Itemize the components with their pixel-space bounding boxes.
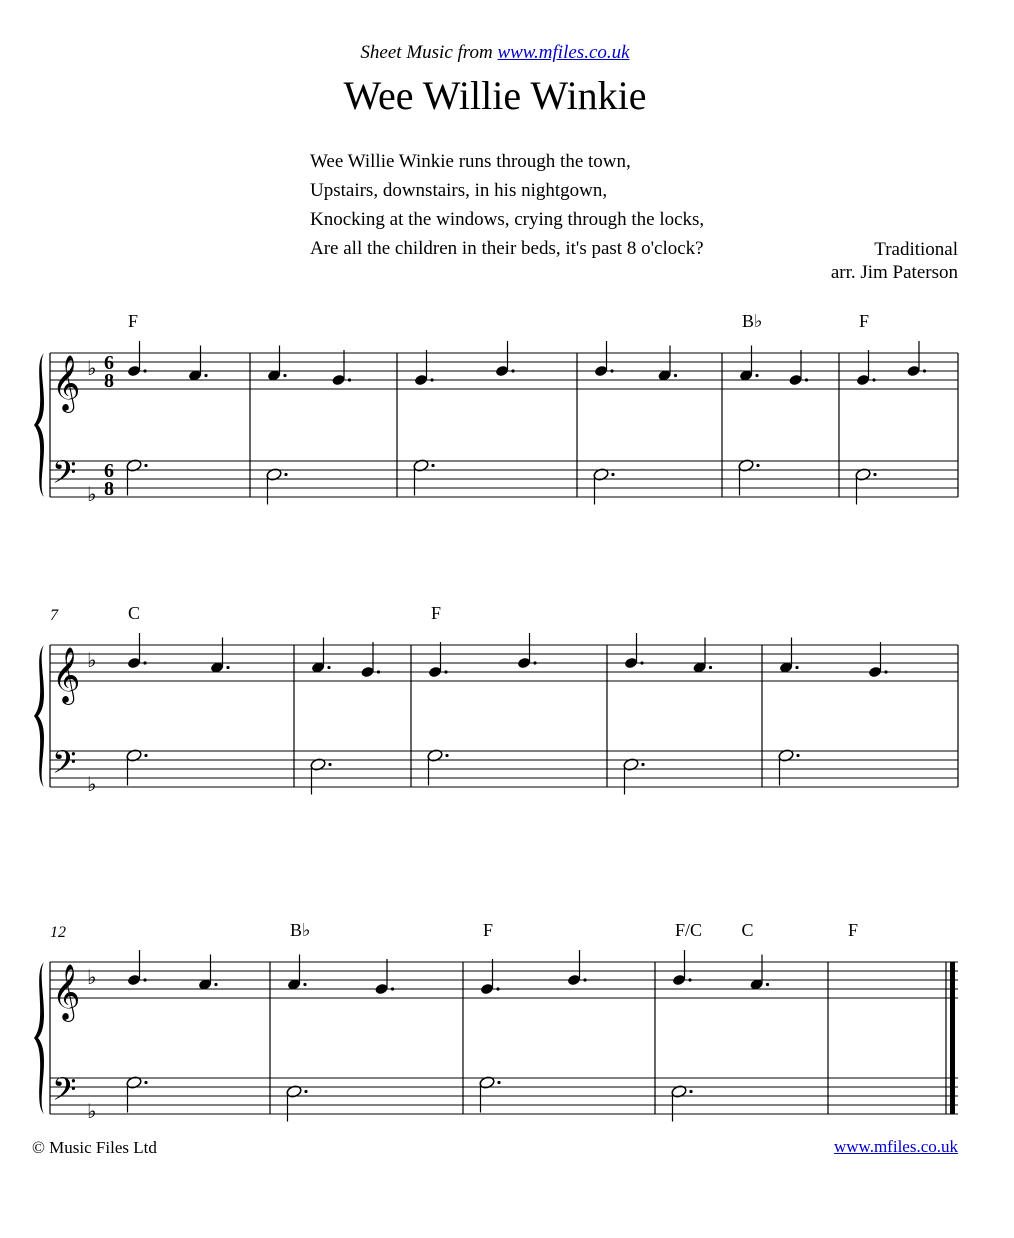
brace — [34, 962, 44, 1114]
note-dot — [496, 987, 499, 990]
note-dot — [873, 473, 876, 476]
lyrics-line: Knocking at the windows, crying through the locks, — [310, 209, 705, 230]
chord-symbol: F — [483, 920, 494, 940]
time-signature-bottom: 8 — [104, 478, 114, 500]
treble-clef: 𝄞 — [52, 966, 81, 1019]
chord-symbol: F/C — [675, 920, 703, 940]
note-dot — [430, 378, 433, 381]
chord-symbol: C — [128, 603, 141, 623]
note-dot — [689, 1090, 692, 1093]
note-dot — [144, 464, 147, 467]
note-dot — [766, 983, 769, 986]
note-dot — [144, 1081, 147, 1084]
brace — [34, 353, 44, 497]
key-signature-flat: ♭ — [87, 358, 97, 380]
note-dot — [445, 754, 448, 757]
source-prefix: Sheet Music from — [360, 42, 498, 63]
note-dot — [431, 464, 434, 467]
composer: Traditional — [874, 239, 958, 260]
final-barline-thick — [950, 962, 955, 1114]
note-dot — [756, 464, 759, 467]
lyrics-line: Wee Willie Winkie runs through the town, — [310, 151, 631, 172]
time-signature-top: 6 — [104, 352, 114, 374]
note-dot — [640, 661, 643, 664]
bass-clef: 𝄢 — [52, 1073, 77, 1115]
note-dot — [214, 983, 217, 986]
measure-number: 12 — [50, 924, 66, 941]
source-link[interactable]: www.mfiles.co.uk — [497, 42, 630, 63]
note-dot — [327, 666, 330, 669]
note-dot — [923, 369, 926, 372]
arranger: arr. Jim Paterson — [830, 262, 958, 283]
note-dot — [511, 369, 514, 372]
time-signature-bottom: 8 — [104, 370, 114, 392]
note-dot — [377, 670, 380, 673]
key-signature-flat: ♭ — [87, 774, 97, 796]
note-dot — [328, 763, 331, 766]
chord-symbol: B♭ — [742, 311, 763, 331]
chord-symbol: F — [848, 920, 859, 940]
key-signature-flat: ♭ — [87, 650, 97, 672]
time-signature-top: 6 — [104, 460, 114, 482]
chord-symbol: F — [859, 311, 870, 331]
note-dot — [143, 369, 146, 372]
note-dot — [143, 978, 146, 981]
note-dot — [143, 661, 146, 664]
chord-symbol: F — [128, 311, 139, 331]
key-signature-flat: ♭ — [87, 484, 97, 506]
brace — [34, 645, 44, 787]
note-dot — [884, 670, 887, 673]
chord-symbol: F — [431, 603, 442, 623]
note-dot — [533, 661, 536, 664]
note-dot — [805, 378, 808, 381]
note-dot — [641, 763, 644, 766]
note-dot — [497, 1081, 500, 1084]
measure-number: 7 — [50, 607, 58, 624]
note-dot — [755, 374, 758, 377]
bass-clef: 𝄢 — [52, 746, 77, 788]
page-title: Wee Willie Winkie — [343, 73, 647, 118]
lyrics-line: Upstairs, downstairs, in his nightgown, — [310, 180, 608, 201]
note-dot — [283, 374, 286, 377]
note-dot — [872, 378, 875, 381]
note-dot — [709, 666, 712, 669]
note-dot — [144, 754, 147, 757]
note-dot — [611, 473, 614, 476]
treble-clef: 𝄞 — [52, 357, 81, 410]
note-dot — [796, 754, 799, 757]
note-dot — [348, 378, 351, 381]
key-signature-flat: ♭ — [87, 967, 97, 989]
note-dot — [674, 374, 677, 377]
bass-clef: 𝄢 — [52, 456, 77, 498]
footer-link[interactable]: www.mfiles.co.uk — [833, 1137, 958, 1156]
chord-symbol: B♭ — [290, 920, 311, 940]
note-dot — [304, 1090, 307, 1093]
treble-clef: 𝄞 — [52, 649, 81, 702]
key-signature-flat: ♭ — [87, 1101, 97, 1123]
note-dot — [688, 978, 691, 981]
note-dot — [610, 369, 613, 372]
note-dot — [204, 374, 207, 377]
note-dot — [303, 983, 306, 986]
note-dot — [226, 666, 229, 669]
note-dot — [795, 666, 798, 669]
copyright: © Music Files Ltd — [32, 1138, 157, 1157]
note-dot — [583, 978, 586, 981]
note-dot — [284, 473, 287, 476]
note-dot — [444, 670, 447, 673]
lyrics-line: Are all the children in their beds, it's past 8 o'clock? — [310, 238, 704, 259]
note-dot — [391, 987, 394, 990]
chord-symbol: C — [741, 920, 754, 940]
